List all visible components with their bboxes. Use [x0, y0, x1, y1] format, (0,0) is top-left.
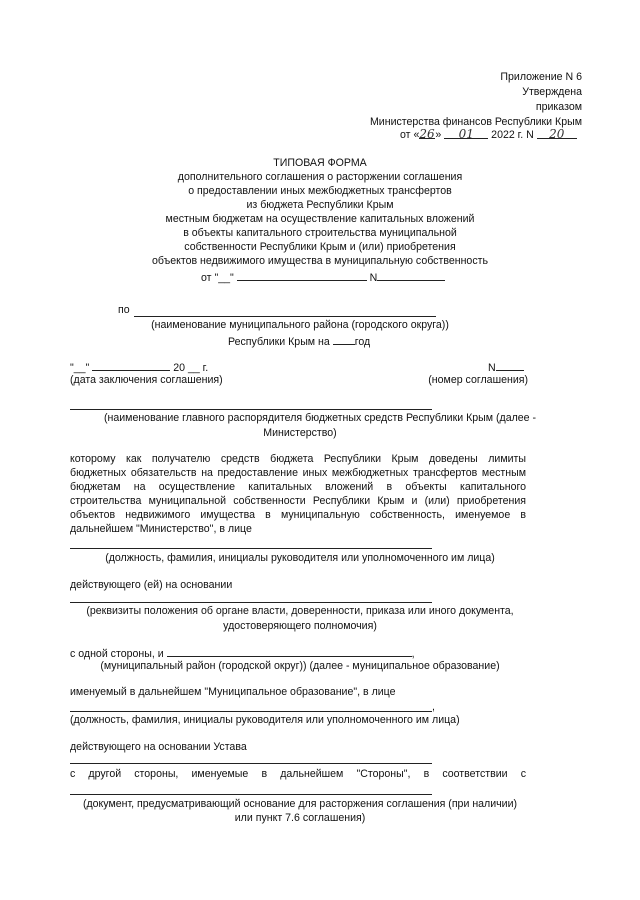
agreement-number-caption: (номер соглашения)	[428, 374, 528, 386]
year-blank	[333, 333, 355, 345]
document-caption-1: (документ, предусматривающий основание для расторжения соглашения (при наличии)	[82, 798, 518, 810]
acting-basis-label: действующего (ей) на основании	[70, 579, 233, 591]
date-mid: »	[435, 129, 442, 141]
title-line-4: местным бюджетам на осуществление капитальных вложений	[165, 213, 475, 225]
from-number-blank	[377, 269, 445, 281]
title-line-3: из бюджета Республики Крым	[246, 199, 394, 211]
agreement-number-blank	[496, 359, 524, 371]
by-label: по	[118, 304, 130, 316]
form-date-number-line	[201, 269, 445, 285]
from-prefix: от "__"	[201, 272, 234, 284]
position-blank-1	[70, 548, 432, 549]
position-caption-2: (должность, фамилия, инициалы руководителя или уполномоченного им лица)	[70, 714, 460, 726]
one-side-label: с одной стороны, и	[70, 648, 164, 660]
position-blank-2	[70, 711, 432, 712]
form-heading: ТИПОВАЯ ФОРМА	[273, 157, 367, 169]
from-n: N	[369, 272, 378, 284]
distributor-caption-1: (наименование главного распорядителя бюджетных средств Республики Крым (далее -	[103, 412, 537, 424]
date-month: 01	[444, 127, 488, 139]
paragraph-line-1: которому как получателю средств бюджета Республики Крым доведены лимиты	[70, 453, 526, 465]
paragraph-line-4: строительства муниципальной собственности Республики Крым и (или) приобретения	[70, 495, 526, 507]
one-side-comma: ,	[411, 648, 415, 660]
basis-blank	[70, 602, 432, 603]
paragraph-line-5: объектов недвижимого имущества в муниципальную собственность, именуемое в	[70, 509, 526, 521]
from-date-blank	[237, 269, 367, 281]
order-label: приказом	[535, 101, 582, 113]
municipality-caption: (наименование муниципального района (городского округа))	[151, 319, 449, 331]
agreement-date-caption: (дата заключения соглашения)	[70, 374, 223, 386]
approved-label: Утверждена	[522, 86, 582, 98]
position-caption-1: (должность, фамилия, инициалы руководителя или уполномоченного им лица)	[105, 552, 495, 564]
title-line-2: о предоставлении иных межбюджетных трансфертов	[188, 185, 452, 197]
republic-prefix: Республики Крым на	[228, 336, 330, 348]
municipality-type-caption: (муниципальный район (городской округ)) (далее - муниципальное образование)	[100, 660, 500, 672]
basis-caption-2: удостоверяющего полномочия)	[223, 620, 377, 632]
document-caption-2: или пункт 7.6 соглашения)	[234, 812, 366, 824]
title-line-5: в объекты капитального строительства муниципальной	[183, 227, 457, 239]
republic-suffix: год	[354, 336, 371, 348]
paragraph-line-3: бюджетам на осуществление капитальных вложений в объекты капитального	[70, 481, 526, 493]
date-prefix: от «	[400, 129, 420, 141]
other-side-line: с другой стороны, именуемые в дальнейшем "Стороны", в соответствии с	[70, 768, 526, 780]
agreement-date-blank	[92, 359, 170, 371]
date-quote: "__"	[70, 362, 90, 374]
approval-date-line	[400, 127, 577, 142]
date-day: 26	[419, 127, 435, 141]
document-blank	[70, 794, 432, 795]
charter-blank	[70, 763, 432, 764]
title-line-7: объектов недвижимого имущества в муниципальную собственность	[151, 255, 488, 267]
title-line-1: дополнительного соглашения о расторжении соглашения	[177, 171, 463, 183]
paragraph-last-line: дальнейшем "Министерство", в лице	[70, 523, 252, 535]
named-label: именуемый в дальнейшем "Муниципальное образование", в лице	[70, 686, 396, 698]
paragraph-line-2: бюджетных обязательств на предоставление иных межбюджетных трансфертов местным	[70, 467, 526, 479]
title-line-6: собственности Республики Крым и (или) приобретения	[184, 241, 456, 253]
agreement-n: N	[488, 362, 496, 374]
date-year: 2022 г. N	[491, 129, 534, 141]
municipality-name-blank	[167, 645, 412, 657]
order-number: 20	[537, 127, 577, 139]
appendix-label: Приложение N 6	[500, 71, 582, 83]
republic-year-line	[228, 333, 370, 349]
ministry-label: Министерства финансов Республики Крым	[369, 116, 582, 128]
named-comma: ,	[432, 701, 435, 713]
distributor-caption-2: Министерство)	[263, 427, 337, 439]
agreement-year: 20 __ г.	[173, 362, 209, 374]
distributor-blank	[70, 409, 432, 410]
acting-charter-label: действующего на основании Устава	[70, 741, 247, 753]
municipality-blank	[134, 316, 436, 317]
basis-caption-1: (реквизиты положения об органе власти, доверенности, приказа или иного документа,	[86, 605, 514, 617]
